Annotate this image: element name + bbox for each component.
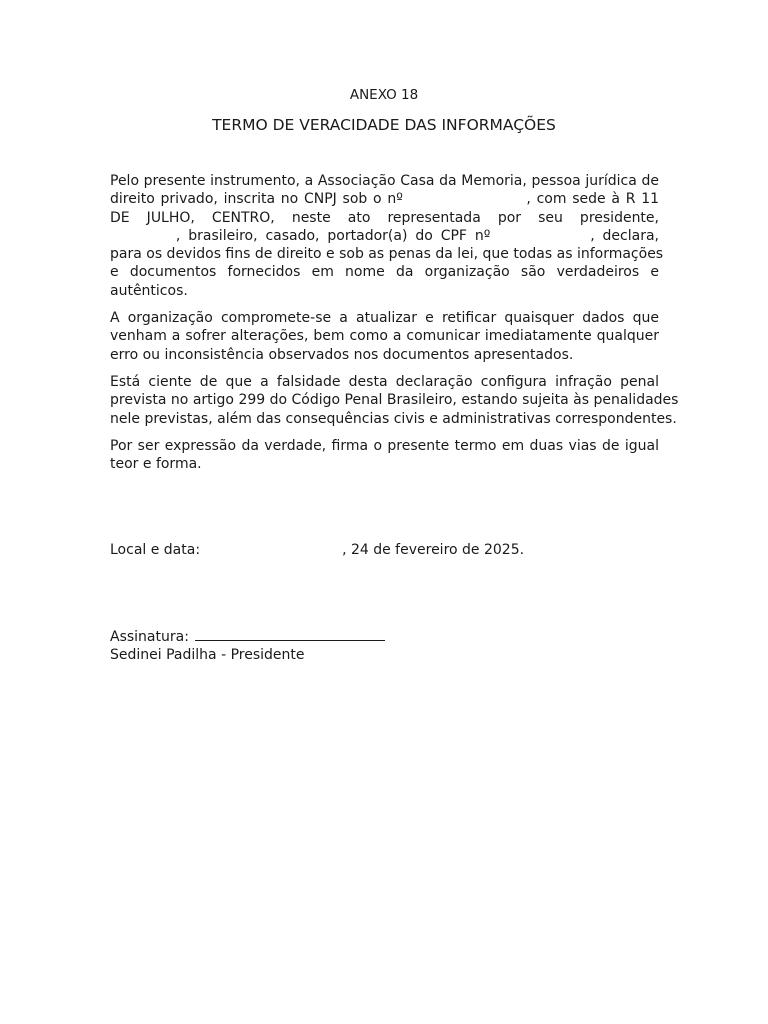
text-segment: direito privado, inscrita no CNPJ sob o nº: [110, 191, 403, 208]
text-line: erro ou inconsistência observados nos documentos apresentados.: [110, 346, 574, 363]
text-line: Por ser expressão da verdade, firma o presente termo em duas vias de igual: [110, 437, 659, 454]
signature-label: Assinatura:: [110, 629, 189, 645]
text-line: autênticos.: [110, 282, 188, 299]
text-segment: DE JULHO, CENTRO, neste ato representada por seu presidente,: [110, 209, 659, 226]
signature-underline: [195, 626, 385, 641]
text-segment: , brasileiro, casado, portador(a) do CPF nº: [175, 227, 491, 244]
text-line: venham a sofrer alterações, bem como a comunicar imediatamente qualquer: [110, 328, 659, 345]
paragraph-penalty: [110, 373, 679, 428]
text-line: Está ciente de que a falsidade desta declaração configura infração penal: [110, 373, 659, 390]
text-line: Pelo presente instrumento, a Associação Casa da Memoria, pessoa jurídica de: [110, 173, 659, 189]
text-line: para os devidos fins de direito e sob as penas da lei, que todas as informações: [110, 246, 664, 263]
text-line: [110, 227, 659, 245]
annex-label: ANEXO 18: [349, 87, 419, 103]
text-segment: , com sede à R 11: [526, 191, 660, 208]
text-line: [110, 209, 659, 227]
signature-line: [110, 626, 385, 646]
document-title: TERMO DE VERACIDADE DAS INFORMAÇÕES: [212, 116, 556, 134]
text-line: prevista no artigo 299 do Código Penal Brasileiro, estando sujeita às penalidades: [110, 392, 679, 409]
signature-block: [110, 626, 385, 664]
paragraph-closing: [110, 437, 659, 474]
text-line: e documentos fornecidos em nome da organização são verdadeiros e: [110, 264, 659, 281]
paragraph-commitment: [110, 309, 659, 364]
place-date-label: Local e data:: [110, 542, 201, 558]
document-body: [110, 172, 679, 482]
text-line: nele previstas, além das consequências civis e administrativas correspondentes.: [110, 410, 677, 427]
signer-name: Sedinei Padilha - Presidente: [110, 647, 305, 663]
text-line: A organização compromete-se a atualizar e retificar quaisquer dados que: [110, 310, 659, 327]
date-text: , 24 de fevereiro de 2025.: [342, 542, 525, 558]
paragraph-declaration: [110, 172, 664, 300]
text-line: teor e forma.: [110, 456, 202, 473]
text-segment: , declara,: [590, 227, 660, 244]
place-and-date: [110, 541, 524, 559]
text-line: [110, 190, 659, 208]
